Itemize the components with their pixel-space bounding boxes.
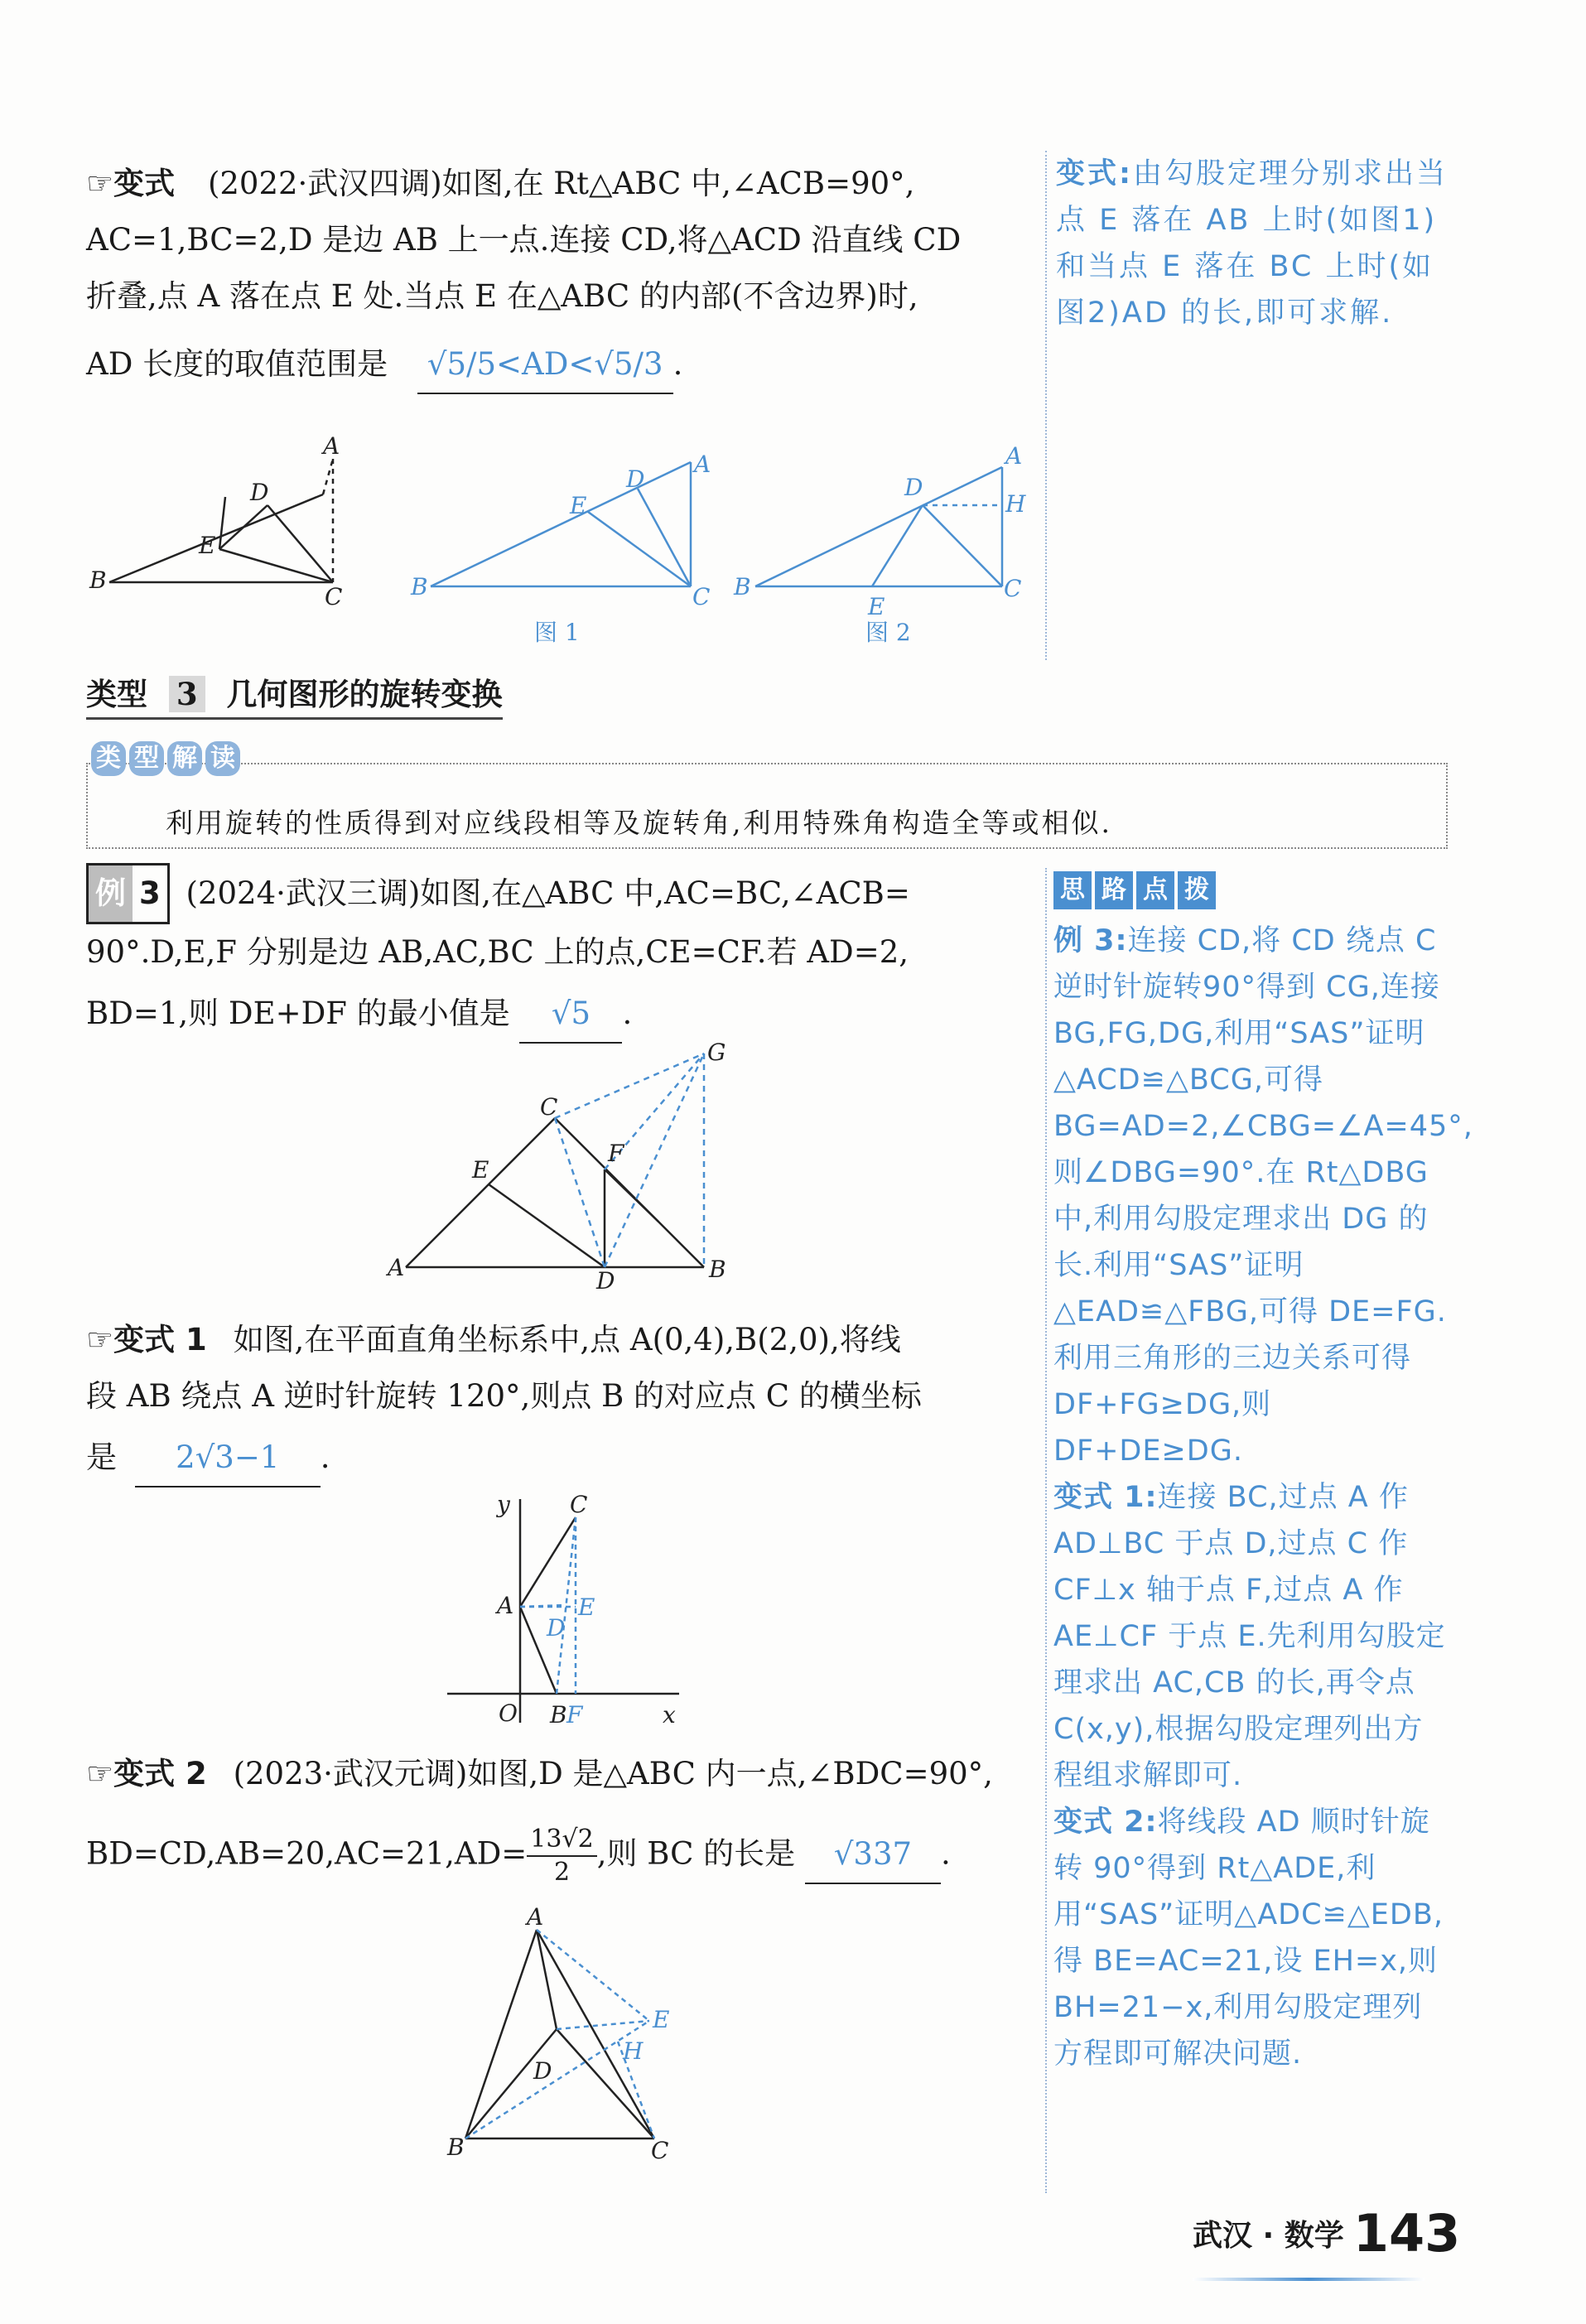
svg-text:G: G bbox=[707, 1039, 726, 1066]
hints-title-1: 思 bbox=[1053, 871, 1092, 909]
type-reading-tag bbox=[91, 741, 243, 776]
reading-pill-4: 读 bbox=[205, 741, 240, 776]
hint-variant-1-label: 变式 1: bbox=[1053, 1481, 1158, 1514]
svg-text:B: B bbox=[734, 573, 751, 600]
type-reading-text: 利用旋转的性质得到对应线段相等及旋转角,利用特殊角构造全等或相似. bbox=[166, 807, 1112, 839]
svg-text:C: C bbox=[651, 2137, 669, 2164]
variant-0-line2: AC=1,BC=2,D 是边 AB 上一点.连接 CD,将△ACD 沿直线 CD bbox=[86, 222, 962, 258]
section-number: 3 bbox=[169, 676, 205, 712]
svg-text:H: H bbox=[623, 2037, 644, 2065]
variant-2-figure bbox=[431, 1905, 696, 2178]
hint-variant-1 bbox=[1053, 1474, 1451, 1799]
svg-text:F: F bbox=[608, 1140, 624, 1167]
svg-text:A: A bbox=[497, 1592, 514, 1619]
variant-0-line1: (2022·武汉四调)如图,在 Rt△ABC 中,∠ACB=90°, bbox=[207, 166, 915, 201]
svg-text:E: E bbox=[472, 1156, 489, 1184]
example-3-line2: 90°.D,E,F 分别是边 AB,AC,BC 上的点,CE=CF.若 AD=2, bbox=[86, 934, 909, 970]
variant-0-label: ☞变式 bbox=[86, 166, 176, 201]
footer-text: 武汉 · 数学 bbox=[1193, 2219, 1344, 2253]
svg-text:B: B bbox=[447, 2134, 465, 2161]
example-3-label-b: 3 bbox=[139, 875, 161, 911]
divider-top bbox=[1045, 151, 1047, 660]
svg-text:D: D bbox=[547, 1614, 566, 1642]
svg-text:D: D bbox=[250, 479, 269, 506]
variant-0-line4: AD 长度的取值范围是 bbox=[86, 346, 388, 382]
variant-2-answer: √337 bbox=[805, 1826, 941, 1884]
svg-text:D: D bbox=[626, 465, 645, 493]
svg-text:C: C bbox=[540, 1093, 558, 1121]
svg-text:O: O bbox=[499, 1700, 518, 1727]
svg-text:C: C bbox=[692, 583, 711, 610]
hints-title bbox=[1053, 871, 1219, 909]
hints-title-3: 点 bbox=[1136, 871, 1174, 909]
hint-example-3-text: 连接 CD,将 CD 绕点 C 逆时针旋转90°得到 CG,连接 BG,FG,DG,利用“SAS”证明△ACD≌△BCG,可得 BG=AD=2,∠CBG=∠A=45°,则∠DBG=90°.在 Rt△DBG 中,利用勾股定理求出 DG 的长.利用“SAS”证明△EAD≌△FBG,可得 DE=FG.利用三角形的三边关系可得 DF+FG≥DG,则 DF+DE≥DG. bbox=[1053, 924, 1473, 1468]
reading-pill-1: 类 bbox=[91, 741, 126, 776]
svg-text:H: H bbox=[1005, 490, 1026, 518]
example-3-text: 例 3 (2024·武汉三调)如图,在△ABC 中,AC=BC,∠ACB= 90°.D,E,F 分别是边 AB,AC,BC 上的点,CE=CF.若 AD=2, BD=1,则 DE+DF 的最小值是 √5 . bbox=[86, 863, 1039, 1044]
variant-2-frac-num: 13√2 bbox=[527, 1824, 596, 1857]
variant-1-label: ☞变式 1 bbox=[86, 1322, 207, 1357]
section-title: 几何图形的旋转变换 bbox=[226, 677, 503, 712]
hint-variant-2-text: 将线段 AD 顺时针旋转 90°得到 Rt△ADE,利用“SAS”证明△ADC≌△EDB,得 BE=AC=21,设 EH=x,则 BH=21−x,利用勾股定理列方程即可解决问题. bbox=[1053, 1806, 1444, 2071]
variant-0-fig1 bbox=[431, 462, 691, 586]
svg-text:A: A bbox=[323, 432, 340, 460]
side-note-variant0-label: 变式: bbox=[1056, 157, 1133, 190]
hint-variant-1-text: 连接 BC,过点 A 作 AD⊥BC 于点 D,过点 C 作 CF⊥x 轴于点 F,过点 A 作 AE⊥CF 于点 E.先利用勾股定理求出 AC,CB 的长,再令点 C(x,y),根据勾股定理列出方程组求解即可. bbox=[1053, 1481, 1446, 1792]
hints-body bbox=[1053, 918, 1473, 2077]
svg-text:D: D bbox=[904, 474, 923, 501]
footer-underline bbox=[1193, 2278, 1425, 2281]
hints-title-4: 拨 bbox=[1178, 871, 1216, 909]
hint-variant-2 bbox=[1053, 1799, 1451, 2077]
svg-text:B: B bbox=[709, 1256, 726, 1283]
example-3-label bbox=[86, 863, 170, 924]
reading-pill-3: 解 bbox=[167, 741, 202, 776]
variant-2-text: ☞变式 2 (2023·武汉元调)如图,D 是△ABC 内一点,∠BDC=90°, BD=CD,AB=20,AC=21,AD= $\frac{13√2}{2}$ ,则 BC 的长是 √337 . bbox=[86, 1756, 993, 1887]
variant-0-fig2 bbox=[755, 467, 1002, 586]
example-3-label-a: 例 bbox=[89, 865, 133, 922]
svg-text:E: E bbox=[868, 593, 885, 620]
divider-bottom bbox=[1045, 868, 1047, 2193]
variant-1-text: ☞变式 1 如图,在平面直角坐标系中,点 A(0,4),B(2,0),将线 段 AB 绕点 A 逆时针旋转 120°,则点 B 的对应点 C 的横坐标 是 2√3−1 . bbox=[86, 1312, 1039, 1487]
svg-text:x: x bbox=[663, 1701, 676, 1729]
variant-2-fraction bbox=[527, 1824, 596, 1888]
hints-title-2: 路 bbox=[1095, 871, 1133, 909]
svg-text:E: E bbox=[578, 1594, 595, 1621]
svg-text:A: A bbox=[527, 1905, 544, 1931]
example-3-answer: √5 bbox=[519, 986, 622, 1044]
svg-text:E: E bbox=[570, 492, 587, 519]
variant-2-label: ☞变式 2 bbox=[86, 1756, 207, 1791]
fig2-label: 图 2 bbox=[865, 619, 911, 646]
variant-1-answer: 2√3−1 bbox=[135, 1430, 321, 1487]
variant-1-line1: 如图,在平面直角坐标系中,点 A(0,4),B(2,0),将线 bbox=[233, 1322, 901, 1357]
example-3-figure bbox=[381, 1035, 745, 1300]
side-note-variant0-text: 由勾股定理分别求出当点 E 落在 AB 上时(如图1)和当点 E 落在 BC 上时(如图2)AD 的长,即可求解. bbox=[1056, 157, 1449, 330]
variant-1-line3: 是 bbox=[86, 1439, 117, 1475]
svg-text:D: D bbox=[533, 2057, 552, 2085]
section-header bbox=[86, 669, 503, 720]
side-note-variant0 bbox=[1056, 151, 1453, 336]
page-footer bbox=[1193, 2203, 1460, 2264]
svg-text:A: A bbox=[388, 1254, 405, 1281]
variant-0-figures bbox=[83, 431, 1060, 654]
page-number: 143 bbox=[1352, 2203, 1461, 2264]
svg-text:A: A bbox=[694, 451, 711, 478]
hint-example-3 bbox=[1053, 918, 1473, 1474]
variant-2-line2-suffix: ,则 BC 的长是 bbox=[596, 1835, 796, 1872]
svg-text:C: C bbox=[325, 583, 343, 610]
variant-0-line3: 折叠,点 A 落在点 E 处.当点 E 在△ABC 的内部(不含边界)时, bbox=[86, 278, 918, 314]
svg-text:y: y bbox=[497, 1491, 510, 1518]
svg-text:B: B bbox=[89, 567, 107, 594]
variant-2-line2-prefix: BD=CD,AB=20,AC=21,AD= bbox=[86, 1835, 528, 1872]
variant-1-line2: 段 AB 绕点 A 逆时针旋转 120°,则点 B 的对应点 C 的横坐标 bbox=[86, 1378, 922, 1414]
variant-1-figure bbox=[431, 1491, 696, 1739]
svg-text:D: D bbox=[596, 1267, 615, 1295]
variant-2-frac-den: 2 bbox=[553, 1858, 571, 1887]
variant-0-text: ☞变式 (2022·武汉四调)如图,在 Rt△ABC 中,∠ACB=90°, AC=1,BC=2,D 是边 AB 上一点.连接 CD,将△ACD 沿直线 CD 折叠,点 A 落在点 E 处.当点 E 在△ABC 的内部(不含边界)时, AD 长度的取值范围是 √5/5<AD<√5/3 . bbox=[86, 156, 1034, 394]
svg-text:E: E bbox=[653, 2006, 670, 2033]
variant-0-answer: √5/5<AD<√5/3 bbox=[417, 336, 673, 394]
svg-text:F: F bbox=[566, 1701, 583, 1729]
example-3-line1: (2024·武汉三调)如图,在△ABC 中,AC=BC,∠ACB= bbox=[186, 875, 910, 911]
svg-text:A: A bbox=[1005, 442, 1023, 470]
example-3-line3: BD=1,则 DE+DF 的最小值是 bbox=[86, 996, 510, 1031]
svg-text:B: B bbox=[411, 573, 428, 600]
hint-example-3-label: 例 3: bbox=[1053, 924, 1128, 957]
section-prefix: 类型 bbox=[86, 677, 147, 712]
svg-text:E: E bbox=[199, 532, 216, 559]
reading-pill-2: 型 bbox=[129, 741, 164, 776]
hint-variant-2-label: 变式 2: bbox=[1053, 1806, 1158, 1839]
svg-text:C: C bbox=[1004, 575, 1022, 602]
variant-0-main-figure bbox=[109, 459, 333, 582]
svg-text:B: B bbox=[550, 1701, 567, 1729]
fig1-label: 图 1 bbox=[534, 619, 580, 646]
svg-text:C: C bbox=[570, 1491, 588, 1518]
variant-2-line1: (2023·武汉元调)如图,D 是△ABC 内一点,∠BDC=90°, bbox=[233, 1756, 993, 1791]
